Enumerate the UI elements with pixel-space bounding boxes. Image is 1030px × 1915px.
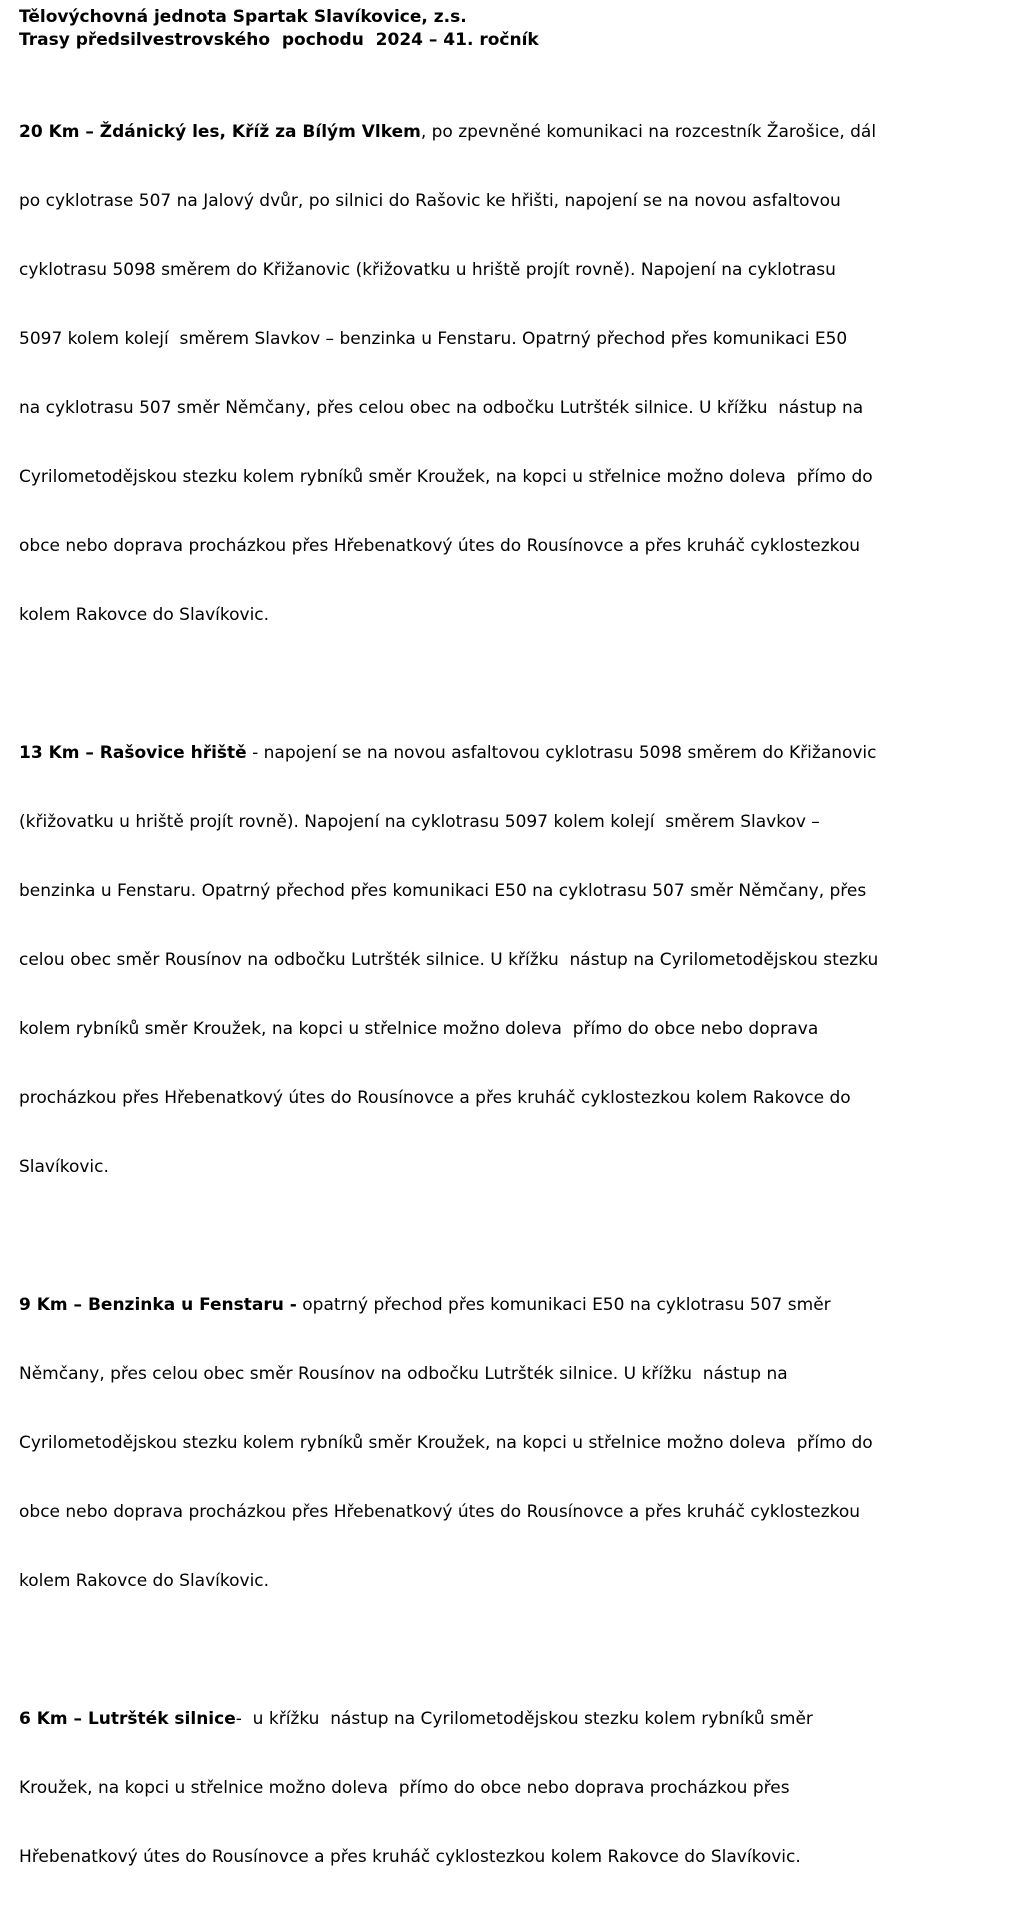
route-heading: 6 Km – Lutršték silnice bbox=[19, 1709, 236, 1729]
route-text: , po zpevněné komunikaci na rozcestník Žarošice, dál bbox=[420, 122, 877, 142]
route-line: Cyrilometodějskou stezku kolem rybníků směr Kroužek, na kopci u střelnice možno doleva přímo do bbox=[19, 467, 873, 487]
route-line: celou obec směr Rousínov na odbočku Lutršték silnice. U křížku nástup na Cyrilometodějskou stezku bbox=[19, 950, 879, 970]
spacer bbox=[19, 52, 1025, 75]
route-line: Cyrilometodějskou stezku kolem rybníků směr Kroužek, na kopci u střelnice možno doleva přímo do bbox=[19, 1433, 873, 1453]
route-line: kolem Rakovce do Slavíkovic. bbox=[19, 605, 270, 625]
route-line bbox=[19, 1294, 1025, 1317]
route-6km bbox=[19, 1662, 1025, 1915]
route-heading: 9 Km – Benzinka u Fenstaru - bbox=[19, 1295, 297, 1315]
organization-name: Tělovýchovná jednota Spartak Slavíkovice, z.s. bbox=[19, 7, 467, 27]
route-text: opatrný přechod přes komunikaci E50 na cyklotrasu 507 směr bbox=[296, 1295, 831, 1315]
spacer bbox=[19, 1639, 1025, 1662]
route-line bbox=[19, 742, 1025, 765]
route-line: Hřebenatkový útes do Rousínovce a přes kruháč cyklostezkou kolem Rakovce do Slavíkovic. bbox=[19, 1847, 801, 1867]
route-heading: 13 Km – Rašovice hřiště bbox=[19, 743, 247, 763]
route-line: (křižovatku u hriště projít rovně). Napojení na cyklotrasu 5097 kolem kolejí směrem Slavkov – bbox=[19, 812, 820, 832]
spacer bbox=[19, 1225, 1025, 1248]
route-line: na cyklotrasu 507 směr Němčany, přes celou obec na odbočku Lutršték silnice. U křížku nástup na bbox=[19, 398, 864, 418]
route-line: procházkou přes Hřebenatkový útes do Rousínovce a přes kruháč cyklostezkou kolem Rakovce do bbox=[19, 1088, 851, 1108]
document-title: Trasy předsilvestrovského pochodu 2024 – 41. ročník bbox=[19, 30, 539, 50]
route-line: obce nebo doprava procházkou přes Hřebenatkový útes do Rousínovce a přes kruháč cyklostezkou bbox=[19, 536, 861, 556]
route-13km bbox=[19, 696, 1025, 1225]
route-heading: 20 Km – Ždánický les, Kříž za Bílým Vlkem bbox=[19, 122, 421, 142]
route-text: - napojení se na novou asfaltovou cyklotrasu 5098 směrem do Křižanovic bbox=[246, 743, 877, 763]
route-line: Kroužek, na kopci u střelnice možno doleva přímo do obce nebo doprava procházkou přes bbox=[19, 1778, 790, 1798]
route-text: - u křížku nástup na Cyrilometodějskou stezku kolem rybníků směr bbox=[235, 1709, 813, 1729]
route-line: po cyklotrase 507 na Jalový dvůr, po silnici do Rašovic ke hřišti, napojení se na novou asfaltovou bbox=[19, 191, 841, 211]
document bbox=[19, 6, 1025, 1915]
route-line: Slavíkovic. bbox=[19, 1157, 109, 1177]
route-line: Němčany, přes celou obec směr Rousínov na odbočku Lutršték silnice. U křížku nástup na bbox=[19, 1364, 788, 1384]
route-line: cyklotrasu 5098 směrem do Křižanovic (křižovatku u hriště projít rovně). Napojení na cyklotrasu bbox=[19, 260, 836, 280]
route-9km bbox=[19, 1248, 1025, 1639]
route-line bbox=[19, 121, 1025, 144]
spacer bbox=[19, 673, 1025, 696]
route-line: obce nebo doprava procházkou přes Hřebenatkový útes do Rousínovce a přes kruháč cyklostezkou bbox=[19, 1502, 861, 1522]
route-line: kolem Rakovce do Slavíkovic. bbox=[19, 1571, 270, 1591]
route-line: kolem rybníků směr Kroužek, na kopci u střelnice možno doleva přímo do obce nebo doprava bbox=[19, 1019, 819, 1039]
route-line: 5097 kolem kolejí směrem Slavkov – benzinka u Fenstaru. Opatrný přechod přes komunikaci E50 bbox=[19, 329, 848, 349]
route-20km bbox=[19, 75, 1025, 673]
route-line: benzinka u Fenstaru. Opatrný přechod přes komunikaci E50 na cyklotrasu 507 směr Němčany, přes bbox=[19, 881, 867, 901]
route-line bbox=[19, 1708, 1025, 1731]
